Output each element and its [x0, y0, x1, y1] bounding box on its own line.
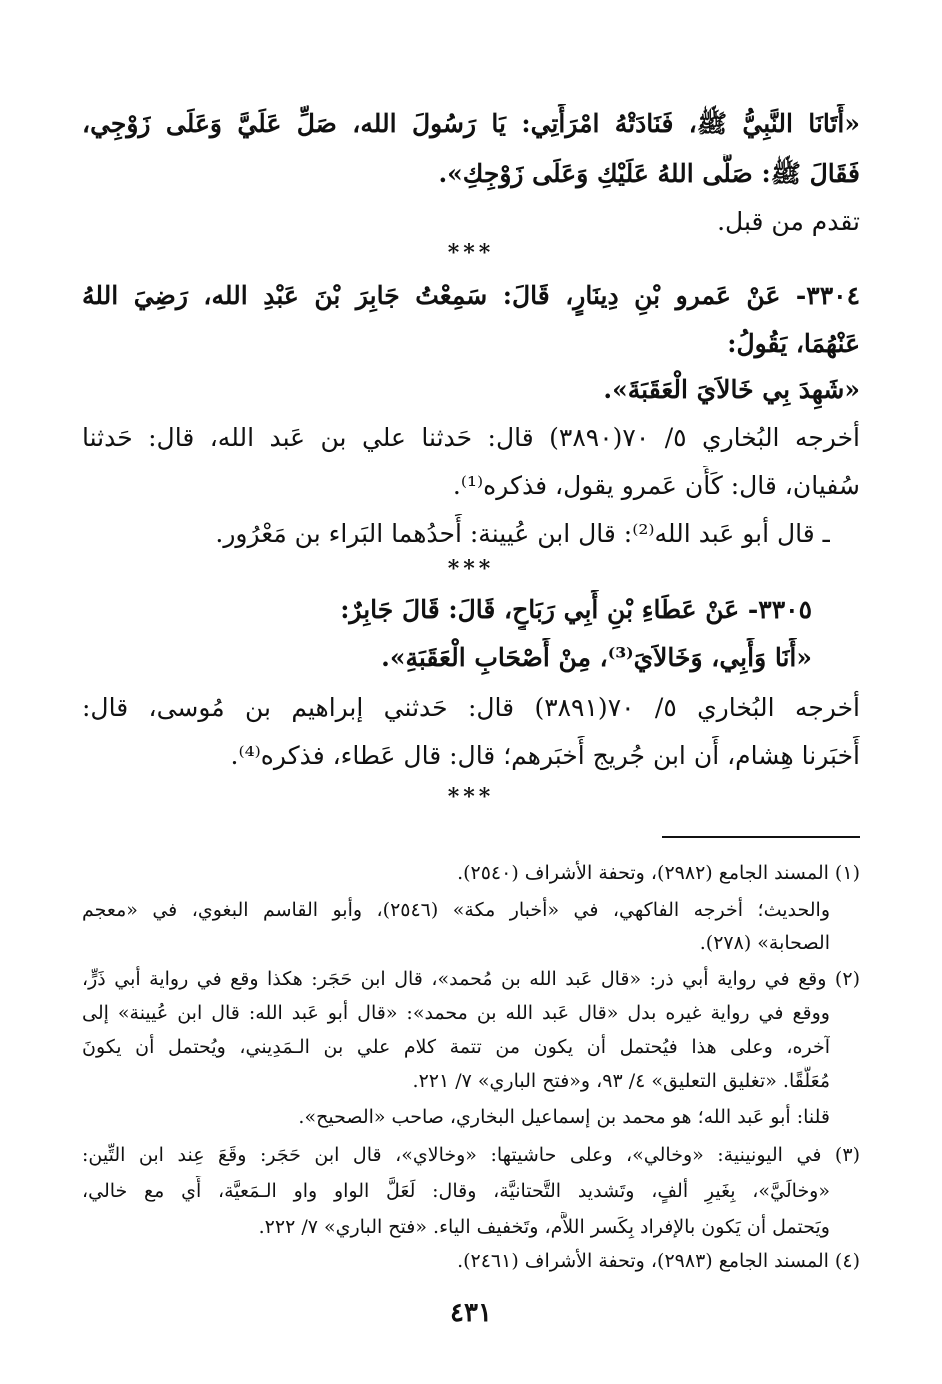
- takhrij-3304-line-1: أخرجه البُخاري ٥/ ٧٠(٣٨٩٠) قال: حَدثنا علي بن عَبد الله، قال: حَدثنا: [82, 423, 860, 452]
- footnote-3-line-2: «وخالَيَّ»، بِغَيرِ ألفٍ، وتَشديد التَّحتانيَّة، وقال: لَعَلَّ الواو واو الـمَعيَّة، أَي مع خالي،: [82, 1180, 830, 1202]
- hadith-3305-matn: «أَنَا وَأَبِي، وَخَالاَيَ⁽³⁾، مِنْ أَصْحَابِ الْعَقَبَةِ».: [381, 643, 812, 672]
- footnote-2-line-5: قلنا: أبو عَبد الله؛ هو محمد بن إسماعيل البخاري، صاحب «الصحيح».: [298, 1106, 830, 1128]
- footnote-divider: [662, 836, 860, 838]
- footnote-4-line-1: (٤) المسند الجامع (٢٩٨٣)، وتحفة الأشراف (٢٤٦١).: [457, 1250, 860, 1272]
- footnote-3-line-3: ويَحتمل أن يَكون بالإفراد بِكَسر اللاَّم، وتَخفيف الياء. «فتح الباري» ٧/ ٢٢٢.: [258, 1216, 830, 1238]
- takhrij-3305-line-1: أخرجه البُخاري ٥/ ٧٠(٣٨٩١) قال: حَدثني إبراهيم بن مُوسى، قال:: [82, 693, 860, 722]
- hadith-text-line-1: «أَتَانَا النَّبِيُّ ﷺ، فَنَادَتْهُ امْرَأَتِي: يَا رَسُولَ الله، صَلِّ عَلَيَّ وَعَلَى زَوْجِي،: [82, 109, 860, 138]
- footnote-2-line-1: (٢) وقع في رواية أبي ذر: «قال عَبد الله بن مُحمد»، قال ابن حَجَر: هكذا وقع في رواية أبي ذَرٍّ،: [82, 968, 860, 990]
- footnote-3-line-1: (٣) في اليونينية: «وخالي»، وعلى حاشيتها: «وخالاي»، قال ابن حَجَر: وقَعَ عِند ابن التِّين:: [82, 1144, 860, 1166]
- footnote-2-line-2: ووقع في رواية غيره بدل «قال عَبد الله بن محمد»: «قال أبو عَبد الله: قال ابن عُيينة» إلى: [82, 1002, 830, 1024]
- footnote-1-line-2: والحديث؛ أخرجه الفاكهي، في «أخبار مكة» (٢٥٤٦)، وأبو القاسم البغوي، في «معجم: [82, 899, 830, 921]
- takhrij-3304-comment: ـ قال أبو عَبد الله⁽²⁾: قال ابن عُيينة: أَحدُهما البَراء بن مَعْرُور.: [215, 519, 830, 548]
- section-separator: ***: [447, 784, 495, 810]
- page-number: ٤٣١: [450, 1298, 492, 1328]
- footnote-2-line-3: آخره، وعلى هذا فيُحتمل أن يكون من تتمة كلام علي بن الـمَدِيني، ويُحتمل أن يكونَ: [82, 1036, 830, 1058]
- footnote-1-line-3: الصحابة» (٢٧٨).: [699, 932, 830, 954]
- section-separator: ***: [447, 240, 495, 266]
- takhrij-3305-line-2: أَخبَرنا هِشام، أَن ابن جُريج أَخبَرهم؛ قال: قال عَطاء، فذكره⁽⁴⁾.: [230, 741, 860, 770]
- takhrij-3304-line-2: سُفيان، قال: كَأَن عَمرو يقول، فذكره⁽¹⁾.: [452, 471, 860, 500]
- footnote-1-line-1: (١) المسند الجامع (٢٩٨٢)، وتحفة الأشراف (٢٥٤٠).: [457, 862, 860, 884]
- hadith-3304-line-1: ٣٣٠٤- عَنْ عَمرو بْنِ دِينَارٍ، قَالَ: سَمِعْتُ جَابِرَ بْنَ عَبْدِ الله، رَضِيَ اللهُ: [82, 281, 860, 310]
- hadith-3305-line-1: ٣٣٠٥- عَنْ عَطَاءِ بْنِ أَبِي رَبَاحٍ، قَالَ: قَالَ جَابِرٌ:: [340, 595, 812, 624]
- hadith-text-line-2: فَقَالَ ﷺ: صَلَّى اللهُ عَلَيْكِ وَعَلَى زَوْجِكِ».: [438, 159, 860, 188]
- hadith-3304-line-2: عَنْهُمَا، يَقُولُ:: [727, 329, 860, 358]
- footnote-2-line-4: مُعَلَّقًا. «تغليق التعليق» ٤/ ٩٣، و«فتح الباري» ٧/ ٢٢١.: [412, 1070, 830, 1092]
- note-text-line: تقدم من قبل.: [717, 207, 860, 236]
- hadith-3304-matn: «شَهِدَ بِي خَالاَيَ الْعَقَبَةَ».: [603, 375, 860, 404]
- section-separator: ***: [447, 556, 495, 582]
